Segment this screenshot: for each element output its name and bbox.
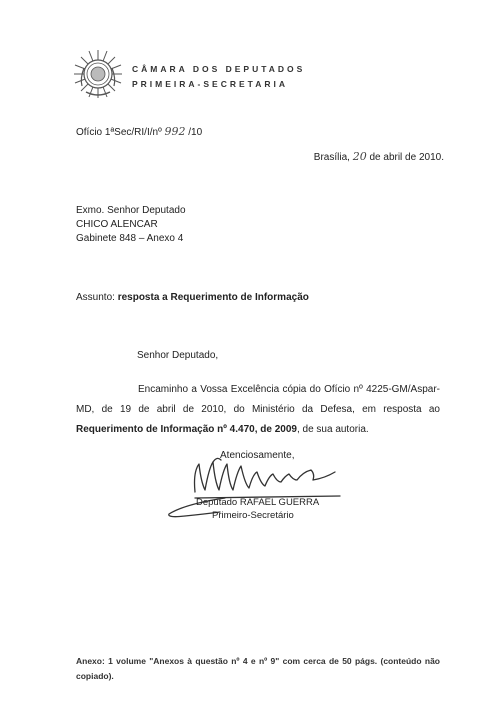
reference-prefix: Ofício 1ªSec/RI/I/nº (76, 127, 162, 138)
date-city: Brasília, (313, 152, 350, 163)
subject-label: Assunto: (76, 292, 115, 303)
reference-number-handwritten: 992 (164, 125, 186, 138)
letter-date (314, 150, 444, 163)
subject-text: resposta a Requerimento de Informação (117, 292, 309, 303)
closing: Atenciosamente, (220, 450, 295, 461)
chamber-name: CÂMARA DOS DEPUTADOS (132, 64, 306, 74)
date-day-handwritten: 20 (352, 150, 367, 163)
letter-body (76, 380, 440, 440)
body-part1: Encaminho a Vossa Excelência cópia do Ofício nº 4225-GM/Aspar-MD, de 19 de abril de 2010, do Ministério da Defesa, em resposta ao (76, 384, 440, 415)
brazil-coat-of-arms-seal (72, 48, 124, 100)
date-rest: de abril de 2010. (369, 152, 444, 163)
department-name: PRIMEIRA-SECRETARIA (132, 79, 289, 89)
recipient-office: Gabinete 848 – Anexo 4 (76, 233, 184, 244)
signer-title: Primeiro-Secretário (212, 510, 294, 521)
recipient-salutation-line: Exmo. Senhor Deputado (76, 205, 186, 216)
letter-reference (76, 125, 202, 138)
recipient-name: CHICO ALENCAR (76, 219, 158, 230)
body-part2: , de sua autoria. (296, 424, 369, 435)
reference-suffix: /10 (188, 127, 203, 138)
salutation: Senhor Deputado, (137, 350, 219, 361)
subject-line (76, 292, 309, 303)
signer-name: Deputado RAFAEL GUERRA (196, 497, 320, 508)
body-bold-reference: Requerimento de Informação nº 4.470, de 2009 (76, 424, 297, 435)
annex-note: Anexo: 1 volume "Anexos à questão nº 4 e nº 9" com cerca de 50 págs. (conteúdo não copiado). (76, 656, 440, 681)
